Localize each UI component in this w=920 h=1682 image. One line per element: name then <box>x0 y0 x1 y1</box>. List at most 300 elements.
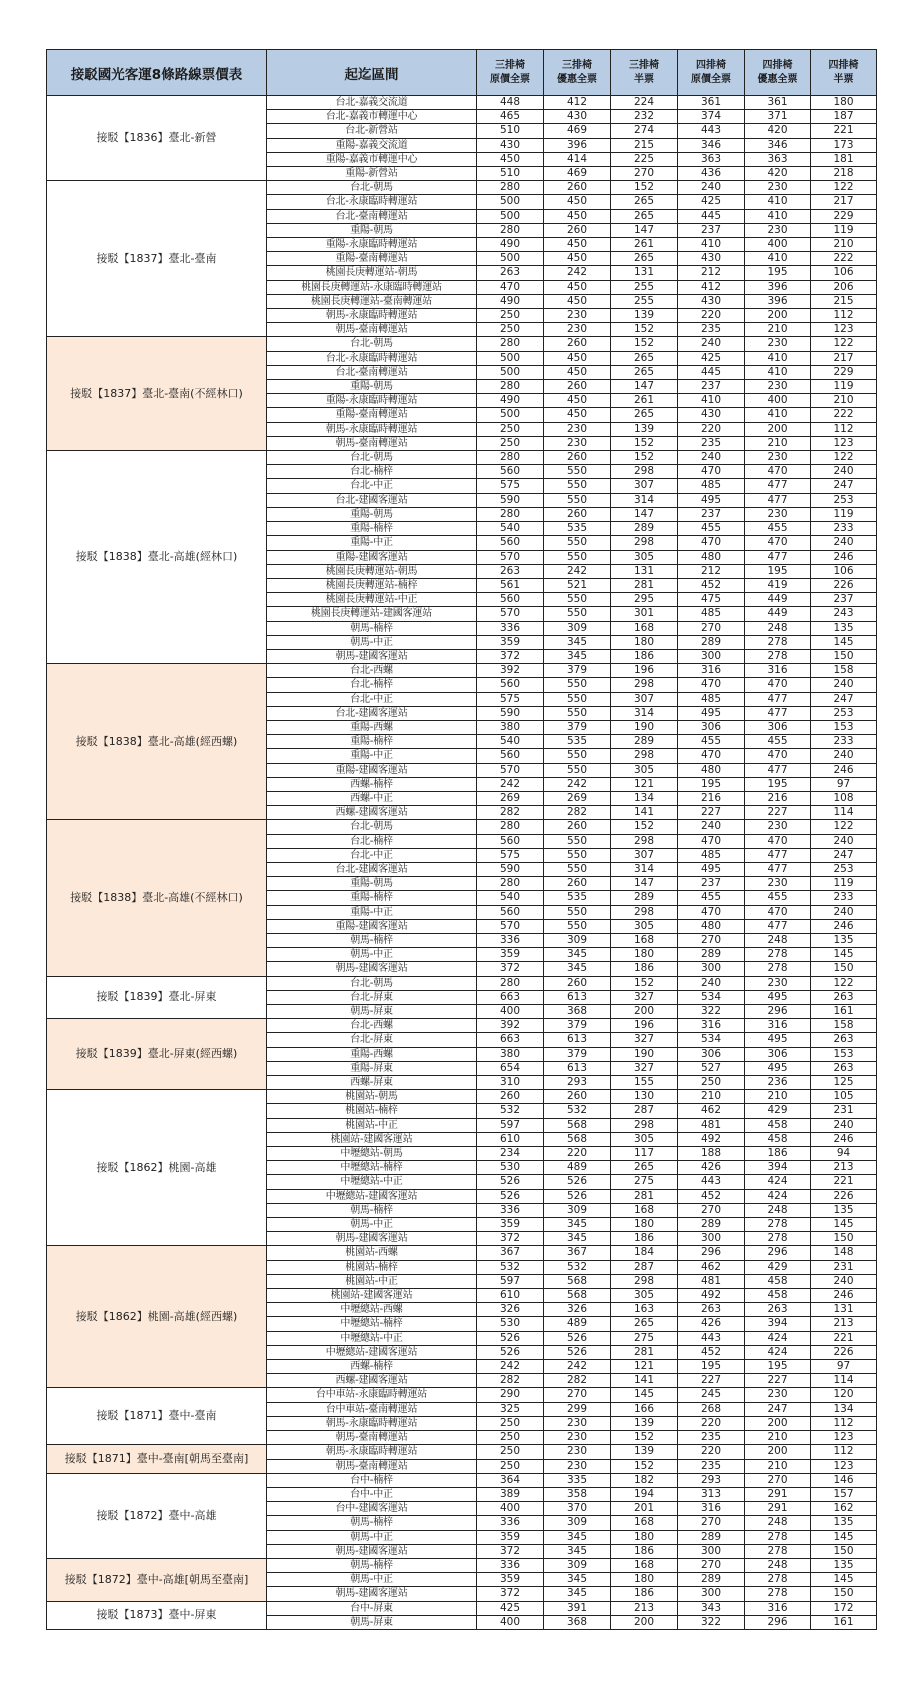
fare-3-discount-cell: 368 <box>544 1615 611 1629</box>
fare-4-half-cell: 233 <box>811 735 877 749</box>
segment-cell: 西螺-中正 <box>267 791 477 805</box>
fare-4-full-cell: 245 <box>678 1388 745 1402</box>
segment-cell: 桃園站-建國客運站 <box>267 1132 477 1146</box>
fare-3-full-cell: 425 <box>477 1601 544 1615</box>
segment-cell: 重陽-永康臨時轉運站 <box>267 394 477 408</box>
fare-4-half-cell: 221 <box>811 124 877 138</box>
fare-4-discount-cell: 230 <box>745 877 811 891</box>
fare-4-half-cell: 150 <box>811 1232 877 1246</box>
segment-header: 起迄區間 <box>267 50 477 96</box>
fare-3-half-cell: 134 <box>611 791 678 805</box>
fare-3-discount-cell: 550 <box>544 550 611 564</box>
fare-4-full-cell: 322 <box>678 1615 745 1629</box>
fare-4-discount-cell: 449 <box>745 593 811 607</box>
fare-3-discount-cell: 367 <box>544 1246 611 1260</box>
fare-4-half-cell: 240 <box>811 1274 877 1288</box>
fare-3-discount-cell: 309 <box>544 621 611 635</box>
fare-3-full-cell: 526 <box>477 1189 544 1203</box>
fare-3-discount-cell: 450 <box>544 195 611 209</box>
seat-type-label: 三排椅 <box>495 60 525 71</box>
fare-3-half-cell: 190 <box>611 1047 678 1061</box>
fare-4-discount-cell: 247 <box>745 1402 811 1416</box>
fare-3-discount-cell: 521 <box>544 578 611 592</box>
table-row <box>47 1558 877 1572</box>
fare-3-half-cell: 298 <box>611 905 678 919</box>
fare-4-discount-cell: 495 <box>745 1061 811 1075</box>
fare-3-full-cell: 326 <box>477 1303 544 1317</box>
fare-3-discount-cell: 550 <box>544 749 611 763</box>
segment-cell: 朝馬-楠梓 <box>267 1516 477 1530</box>
fare-4-discount-cell: 200 <box>745 309 811 323</box>
fare-4-full-cell: 296 <box>678 1246 745 1260</box>
fare-4-discount-cell: 227 <box>745 806 811 820</box>
fare-4-discount-cell: 400 <box>745 238 811 252</box>
fare-4-full-cell: 227 <box>678 1374 745 1388</box>
route-group-label: 接駁【1873】臺中-屏東 <box>47 1601 267 1629</box>
fare-4-full-cell: 240 <box>678 181 745 195</box>
fare-4-discount-cell: 410 <box>745 195 811 209</box>
fare-3-discount-cell: 345 <box>544 948 611 962</box>
fare-4-full-cell: 346 <box>678 138 745 152</box>
fare-3-full-cell: 570 <box>477 919 544 933</box>
fare-4-half-cell: 233 <box>811 522 877 536</box>
fare-3-half-cell: 305 <box>611 919 678 933</box>
fare-4-full-cell: 270 <box>678 1558 745 1572</box>
fare-3-full-cell: 500 <box>477 209 544 223</box>
fare-3-full-cell: 610 <box>477 1289 544 1303</box>
fare-4-full-cell: 268 <box>678 1402 745 1416</box>
fare-3-full-cell: 430 <box>477 138 544 152</box>
fare-3-full-cell: 242 <box>477 777 544 791</box>
fare-3-full-cell: 280 <box>477 877 544 891</box>
fare-3-discount-cell: 242 <box>544 1360 611 1374</box>
fare-3-half-cell: 155 <box>611 1076 678 1090</box>
fare-4-discount-cell: 306 <box>745 720 811 734</box>
fare-3-discount-cell: 230 <box>544 1431 611 1445</box>
fare-4-discount-cell: 195 <box>745 777 811 791</box>
fare-4-half-cell: 119 <box>811 223 877 237</box>
fare-3-discount-cell: 345 <box>544 1218 611 1232</box>
fare-4-full-cell: 445 <box>678 365 745 379</box>
segment-cell: 桃園站-西螺 <box>267 1246 477 1260</box>
fare-3-full-cell: 380 <box>477 1047 544 1061</box>
fare-4-full-cell: 289 <box>678 948 745 962</box>
fare-4-half-cell: 135 <box>811 621 877 635</box>
route-group-label: 接駁【1862】桃園-高雄 <box>47 1090 267 1246</box>
fare-3-full-cell: 263 <box>477 266 544 280</box>
fare-3-discount-cell: 550 <box>544 862 611 876</box>
fare-3-discount-cell: 613 <box>544 990 611 1004</box>
fare-4-half-cell: 114 <box>811 806 877 820</box>
fare-4-full-cell: 485 <box>678 848 745 862</box>
fare-4-half-cell: 122 <box>811 451 877 465</box>
fare-3-discount-cell: 293 <box>544 1076 611 1090</box>
segment-cell: 西螺-屏東 <box>267 1076 477 1090</box>
fare-4-half-cell: 106 <box>811 564 877 578</box>
fare-3-half-cell: 289 <box>611 522 678 536</box>
fare-3-discount-cell: 220 <box>544 1147 611 1161</box>
fare-4-discount-cell: 230 <box>745 1388 811 1402</box>
fare-4-full-cell: 481 <box>678 1118 745 1132</box>
fare-4-full-cell: 212 <box>678 266 745 280</box>
fare-3-half-cell: 289 <box>611 891 678 905</box>
fare-3-half-cell: 298 <box>611 1274 678 1288</box>
fare-4-half-cell: 240 <box>811 536 877 550</box>
segment-cell: 西螺-楠梓 <box>267 777 477 791</box>
fare-3-full-cell: 280 <box>477 507 544 521</box>
fare-3-full-cell: 500 <box>477 408 544 422</box>
fare-3-full-cell: 570 <box>477 550 544 564</box>
fare-4-discount-cell: 248 <box>745 1516 811 1530</box>
fare-4-half-cell: 233 <box>811 891 877 905</box>
fare-4-half-cell: 221 <box>811 1175 877 1189</box>
segment-cell: 重陽-嘉義交流道 <box>267 138 477 152</box>
fare-3-full-cell: 269 <box>477 791 544 805</box>
fare-4-half-cell: 119 <box>811 380 877 394</box>
fare-3-half-cell: 307 <box>611 692 678 706</box>
fare-3-half-cell: 281 <box>611 578 678 592</box>
fare-4-full-cell: 220 <box>678 1416 745 1430</box>
fare-4-discount-cell: 449 <box>745 607 811 621</box>
fare-4-discount-cell: 278 <box>745 649 811 663</box>
fare-3-half-cell: 327 <box>611 990 678 1004</box>
fare-3-full-cell: 282 <box>477 1374 544 1388</box>
fare-4-discount-cell: 230 <box>745 181 811 195</box>
fare-4-discount-cell: 477 <box>745 479 811 493</box>
fare-4-discount-cell: 470 <box>745 536 811 550</box>
fare-3-full-cell: 590 <box>477 706 544 720</box>
segment-cell: 台中-中正 <box>267 1487 477 1501</box>
segment-cell: 朝馬-建國客運站 <box>267 962 477 976</box>
fare-type-label: 半票 <box>634 73 654 85</box>
fare-4-full-cell: 470 <box>678 536 745 550</box>
fare-3-discount-cell: 230 <box>544 1416 611 1430</box>
fare-3-full-cell: 367 <box>477 1246 544 1260</box>
fare-4-full-cell: 443 <box>678 124 745 138</box>
segment-cell: 朝馬-臺南轉運站 <box>267 323 477 337</box>
fare-4-half-cell: 145 <box>811 1573 877 1587</box>
fare-4-discount-cell: 230 <box>745 223 811 237</box>
route-group-label: 接駁【1871】臺中-臺南[朝馬至臺南] <box>47 1445 267 1473</box>
fare-4-half-cell: 148 <box>811 1246 877 1260</box>
fare-4-full-cell: 270 <box>678 1516 745 1530</box>
fare-4-discount-cell: 419 <box>745 578 811 592</box>
fare-4-half-cell: 253 <box>811 706 877 720</box>
fare-3-full-cell: 490 <box>477 294 544 308</box>
fare-3-full-cell: 336 <box>477 933 544 947</box>
segment-cell: 重陽-楠梓 <box>267 735 477 749</box>
fare-3-discount-cell: 550 <box>544 905 611 919</box>
segment-cell: 台北-中正 <box>267 848 477 862</box>
fare-3-half-cell: 168 <box>611 621 678 635</box>
fare-3-half-cell: 152 <box>611 181 678 195</box>
segment-cell: 桃園長庚轉運站-永康臨時轉運站 <box>267 280 477 294</box>
fare-3-half-cell: 200 <box>611 1615 678 1629</box>
fare-3-half-cell: 201 <box>611 1502 678 1516</box>
fare-4-full-cell: 237 <box>678 223 745 237</box>
fare-4-half-cell: 150 <box>811 962 877 976</box>
fare-3-full-cell: 372 <box>477 1232 544 1246</box>
fare-4-discount-cell: 410 <box>745 365 811 379</box>
fare-3-half-cell: 265 <box>611 365 678 379</box>
fare-4-full-cell: 495 <box>678 493 745 507</box>
fare-4-discount-cell: 495 <box>745 990 811 1004</box>
segment-cell: 重陽-楠梓 <box>267 522 477 536</box>
fare-3-full-cell: 280 <box>477 820 544 834</box>
fare-4-full-cell: 289 <box>678 1218 745 1232</box>
fare-4-full-cell: 534 <box>678 1033 745 1047</box>
fare-4-half-cell: 231 <box>811 1260 877 1274</box>
fare-3-half-cell: 215 <box>611 138 678 152</box>
fare-4-discount-cell: 458 <box>745 1274 811 1288</box>
fare-4-full-cell: 480 <box>678 919 745 933</box>
fare-4-full-cell: 293 <box>678 1473 745 1487</box>
fare-4-half-cell: 240 <box>811 749 877 763</box>
fare-4-discount-cell: 477 <box>745 550 811 564</box>
fare-3-half-cell: 152 <box>611 976 678 990</box>
fare-4-discount-cell: 477 <box>745 919 811 933</box>
fare-4-full-cell: 188 <box>678 1147 745 1161</box>
fare-3-full-cell: 400 <box>477 1615 544 1629</box>
fare-4-discount-cell: 230 <box>745 976 811 990</box>
fare-3-discount-cell: 550 <box>544 678 611 692</box>
fare-3-full-cell: 450 <box>477 152 544 166</box>
fare-4-discount-cell: 400 <box>745 394 811 408</box>
seat-type-label: 四排椅 <box>828 60 859 71</box>
fare-4-discount-cell: 470 <box>745 465 811 479</box>
fare-3-discount-cell: 613 <box>544 1061 611 1075</box>
segment-cell: 朝馬-楠梓 <box>267 1558 477 1572</box>
fare-3-full-cell: 280 <box>477 976 544 990</box>
fare-4-half-cell: 217 <box>811 195 877 209</box>
fare-4-discount-cell: 195 <box>745 564 811 578</box>
segment-cell: 朝馬-楠梓 <box>267 1203 477 1217</box>
fare-4-half-cell: 135 <box>811 1203 877 1217</box>
fare-3-half-cell: 152 <box>611 1459 678 1473</box>
fare-4-discount-cell: 200 <box>745 422 811 436</box>
fare-4-full-cell: 240 <box>678 337 745 351</box>
fare-3-full-cell: 372 <box>477 649 544 663</box>
fare-3-half-cell: 139 <box>611 422 678 436</box>
segment-cell: 朝馬-中正 <box>267 1218 477 1232</box>
fare-4-full-cell: 306 <box>678 720 745 734</box>
fare-4-half-cell: 263 <box>811 1061 877 1075</box>
fare-4-discount-cell: 470 <box>745 749 811 763</box>
fare-3-discount-cell: 260 <box>544 976 611 990</box>
segment-cell: 台北-建國客運站 <box>267 493 477 507</box>
segment-cell: 台北-嘉義交流道 <box>267 96 477 110</box>
table-row <box>47 451 877 465</box>
segment-cell: 台中車站-永康臨時轉運站 <box>267 1388 477 1402</box>
fare-3-discount-cell: 550 <box>544 536 611 550</box>
fare-4-full-cell: 363 <box>678 152 745 166</box>
segment-cell: 重陽-中正 <box>267 536 477 550</box>
fare-3-half-cell: 255 <box>611 280 678 294</box>
fare-3-full-cell: 526 <box>477 1331 544 1345</box>
fare-4-full-cell: 426 <box>678 1161 745 1175</box>
fare-header-3-full <box>477 50 544 96</box>
table-row <box>47 1601 877 1615</box>
fare-3-half-cell: 186 <box>611 1544 678 1558</box>
fare-4-half-cell: 135 <box>811 933 877 947</box>
fare-3-discount-cell: 230 <box>544 1459 611 1473</box>
fare-3-full-cell: 380 <box>477 720 544 734</box>
fare-4-discount-cell: 458 <box>745 1132 811 1146</box>
fare-3-full-cell: 490 <box>477 238 544 252</box>
fare-3-discount-cell: 379 <box>544 1047 611 1061</box>
fare-4-discount-cell: 455 <box>745 522 811 536</box>
fare-3-full-cell: 448 <box>477 96 544 110</box>
fare-3-full-cell: 465 <box>477 110 544 124</box>
fare-4-half-cell: 135 <box>811 1516 877 1530</box>
fare-4-half-cell: 114 <box>811 1374 877 1388</box>
fare-4-discount-cell: 296 <box>745 1246 811 1260</box>
fare-4-half-cell: 240 <box>811 678 877 692</box>
fare-3-half-cell: 314 <box>611 706 678 720</box>
fare-4-half-cell: 123 <box>811 436 877 450</box>
fare-3-half-cell: 141 <box>611 806 678 820</box>
segment-cell: 台北-中正 <box>267 479 477 493</box>
segment-cell: 台北-臺南轉運站 <box>267 365 477 379</box>
fare-4-discount-cell: 278 <box>745 948 811 962</box>
fare-4-full-cell: 270 <box>678 933 745 947</box>
fare-3-half-cell: 255 <box>611 294 678 308</box>
fare-4-full-cell: 374 <box>678 110 745 124</box>
fare-3-half-cell: 152 <box>611 1431 678 1445</box>
fare-3-full-cell: 359 <box>477 635 544 649</box>
segment-cell: 中壢總站-建國客運站 <box>267 1189 477 1203</box>
fare-type-label: 原價全票 <box>691 73 731 85</box>
segment-cell: 台北-屏東 <box>267 1033 477 1047</box>
fare-4-half-cell: 217 <box>811 351 877 365</box>
fare-3-discount-cell: 260 <box>544 451 611 465</box>
fare-4-full-cell: 426 <box>678 1317 745 1331</box>
fare-4-half-cell: 112 <box>811 1445 877 1459</box>
fare-3-discount-cell: 269 <box>544 791 611 805</box>
fare-3-discount-cell: 450 <box>544 351 611 365</box>
fare-4-discount-cell: 248 <box>745 933 811 947</box>
segment-cell: 重陽-屏東 <box>267 1061 477 1075</box>
fare-3-half-cell: 180 <box>611 1218 678 1232</box>
fare-4-half-cell: 158 <box>811 1019 877 1033</box>
fare-4-half-cell: 94 <box>811 1147 877 1161</box>
fare-3-half-cell: 305 <box>611 550 678 564</box>
fare-4-half-cell: 145 <box>811 948 877 962</box>
segment-cell: 重陽-建國客運站 <box>267 763 477 777</box>
fare-4-half-cell: 122 <box>811 181 877 195</box>
segment-cell: 重陽-西螺 <box>267 1047 477 1061</box>
fare-3-discount-cell: 230 <box>544 1445 611 1459</box>
fare-3-discount-cell: 326 <box>544 1303 611 1317</box>
route-group-label: 接駁【1837】臺北-臺南(不經林口) <box>47 337 267 451</box>
segment-cell: 桃園長庚轉運站-朝馬 <box>267 266 477 280</box>
fare-header-4-half <box>811 50 877 96</box>
fare-3-discount-cell: 550 <box>544 593 611 607</box>
fare-3-discount-cell: 230 <box>544 309 611 323</box>
fare-3-half-cell: 180 <box>611 635 678 649</box>
fare-3-discount-cell: 370 <box>544 1502 611 1516</box>
fare-3-discount-cell: 358 <box>544 1487 611 1501</box>
fare-3-discount-cell: 450 <box>544 209 611 223</box>
fare-3-half-cell: 121 <box>611 1360 678 1374</box>
fare-3-half-cell: 121 <box>611 777 678 791</box>
fare-4-discount-cell: 210 <box>745 1459 811 1473</box>
fare-4-discount-cell: 236 <box>745 1076 811 1090</box>
fare-4-half-cell: 146 <box>811 1473 877 1487</box>
fare-table-body <box>47 96 877 1630</box>
route-group-label: 接駁【1837】臺北-臺南 <box>47 181 267 337</box>
fare-4-half-cell: 122 <box>811 976 877 990</box>
fare-4-full-cell: 470 <box>678 834 745 848</box>
fare-4-half-cell: 226 <box>811 1345 877 1359</box>
fare-4-half-cell: 221 <box>811 1331 877 1345</box>
fare-3-discount-cell: 345 <box>544 1232 611 1246</box>
fare-4-full-cell: 410 <box>678 394 745 408</box>
segment-cell: 桃園站-楠梓 <box>267 1260 477 1274</box>
fare-4-full-cell: 455 <box>678 735 745 749</box>
segment-cell: 朝馬-建國客運站 <box>267 649 477 663</box>
fare-3-discount-cell: 526 <box>544 1345 611 1359</box>
fare-3-half-cell: 139 <box>611 309 678 323</box>
fare-3-discount-cell: 550 <box>544 706 611 720</box>
fare-4-half-cell: 119 <box>811 507 877 521</box>
fare-4-half-cell: 222 <box>811 252 877 266</box>
fare-3-half-cell: 298 <box>611 465 678 479</box>
segment-cell: 台北-新營站 <box>267 124 477 138</box>
fare-4-full-cell: 235 <box>678 1431 745 1445</box>
fare-3-full-cell: 560 <box>477 749 544 763</box>
fare-4-full-cell: 270 <box>678 621 745 635</box>
fare-3-half-cell: 261 <box>611 238 678 252</box>
segment-cell: 桃園長庚轉運站-建國客運站 <box>267 607 477 621</box>
fare-4-discount-cell: 306 <box>745 1047 811 1061</box>
fare-3-discount-cell: 345 <box>544 1587 611 1601</box>
fare-4-full-cell: 443 <box>678 1175 745 1189</box>
fare-4-discount-cell: 278 <box>745 1530 811 1544</box>
fare-3-discount-cell: 345 <box>544 1573 611 1587</box>
fare-4-discount-cell: 248 <box>745 621 811 635</box>
segment-cell: 中壢總站-中正 <box>267 1175 477 1189</box>
fare-3-full-cell: 282 <box>477 806 544 820</box>
fare-4-half-cell: 122 <box>811 337 877 351</box>
fare-3-half-cell: 131 <box>611 266 678 280</box>
segment-cell: 台北-永康臨時轉運站 <box>267 195 477 209</box>
fare-3-half-cell: 289 <box>611 735 678 749</box>
fare-3-full-cell: 570 <box>477 607 544 621</box>
fare-4-half-cell: 150 <box>811 1544 877 1558</box>
fare-3-discount-cell: 260 <box>544 1090 611 1104</box>
fare-4-half-cell: 145 <box>811 635 877 649</box>
fare-4-full-cell: 240 <box>678 976 745 990</box>
fare-4-discount-cell: 210 <box>745 1090 811 1104</box>
fare-4-discount-cell: 316 <box>745 664 811 678</box>
fare-4-half-cell: 112 <box>811 309 877 323</box>
fare-4-half-cell: 229 <box>811 209 877 223</box>
fare-4-half-cell: 153 <box>811 1047 877 1061</box>
fare-4-discount-cell: 278 <box>745 1573 811 1587</box>
fare-3-half-cell: 130 <box>611 1090 678 1104</box>
fare-4-discount-cell: 263 <box>745 1303 811 1317</box>
fare-4-half-cell: 246 <box>811 763 877 777</box>
fare-3-full-cell: 500 <box>477 351 544 365</box>
fare-4-full-cell: 445 <box>678 209 745 223</box>
fare-3-discount-cell: 260 <box>544 820 611 834</box>
fare-4-discount-cell: 455 <box>745 735 811 749</box>
fare-3-half-cell: 327 <box>611 1033 678 1047</box>
segment-cell: 重陽-朝馬 <box>267 380 477 394</box>
fare-3-half-cell: 225 <box>611 152 678 166</box>
fare-4-full-cell: 237 <box>678 877 745 891</box>
